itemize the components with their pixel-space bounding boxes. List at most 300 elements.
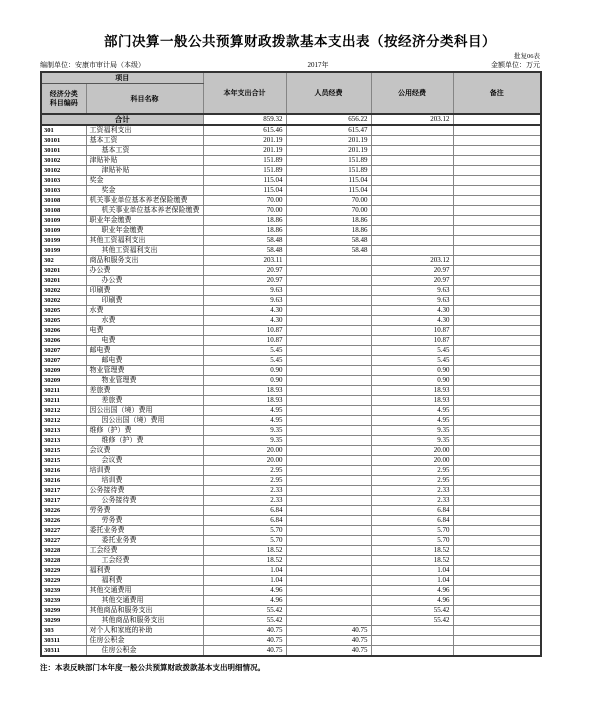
total-cell: 4.96: [203, 595, 286, 605]
total-cell: 40.75: [203, 625, 286, 635]
personnel-cell: 615.47: [286, 125, 371, 136]
table-body: [41, 114, 541, 656]
header-public: 公用经费: [371, 72, 453, 114]
name-cell: 邮电费: [86, 345, 203, 355]
personnel-cell: [286, 475, 371, 485]
total-cell: 6.84: [203, 505, 286, 515]
total-cell: 10.87: [203, 335, 286, 345]
table-row: [41, 595, 541, 605]
remark-cell: [453, 245, 541, 255]
name-cell: 公务接待费: [86, 495, 203, 505]
header-name: 科目名称: [86, 84, 203, 114]
public-cell: [371, 135, 453, 145]
personnel-cell: [286, 315, 371, 325]
table-row: [41, 365, 541, 375]
public-cell: 9.63: [371, 295, 453, 305]
table-row: [41, 405, 541, 415]
total-cell: 4.95: [203, 415, 286, 425]
remark-cell: [453, 595, 541, 605]
total-cell: 4.95: [203, 405, 286, 415]
personnel-cell: [286, 515, 371, 525]
personnel-cell: [286, 255, 371, 265]
name-cell: 电费: [86, 325, 203, 335]
code-cell: 30229: [41, 565, 86, 575]
remark-cell: [453, 215, 541, 225]
remark-cell: [453, 445, 541, 455]
table-row: [41, 395, 541, 405]
remark-cell: [453, 435, 541, 445]
code-cell: 30217: [41, 495, 86, 505]
table-row: [41, 465, 541, 475]
public-cell: [371, 215, 453, 225]
header-total: 本年支出合计: [203, 72, 286, 114]
code-cell: 30205: [41, 315, 86, 325]
name-cell: 劳务费: [86, 505, 203, 515]
remark-cell: [453, 295, 541, 305]
public-cell: 4.95: [371, 405, 453, 415]
name-cell: 基本工资: [86, 135, 203, 145]
personnel-cell: [286, 485, 371, 495]
personnel-cell: 58.48: [286, 245, 371, 255]
total-cell: 70.00: [203, 195, 286, 205]
remark-cell: [453, 375, 541, 385]
remark-cell: [453, 425, 541, 435]
code-cell: 30202: [41, 295, 86, 305]
personnel-cell: [286, 455, 371, 465]
code-cell: 30299: [41, 605, 86, 615]
table-row: [41, 295, 541, 305]
personnel-cell: [286, 545, 371, 555]
total-cell: 70.00: [203, 205, 286, 215]
table-row: [41, 235, 541, 245]
public-cell: [371, 625, 453, 635]
personnel-cell: 115.04: [286, 175, 371, 185]
code-cell: 30206: [41, 325, 86, 335]
public-cell: [371, 185, 453, 195]
personnel-cell: 40.75: [286, 635, 371, 645]
personnel-cell: [286, 365, 371, 375]
total-cell: 5.45: [203, 345, 286, 355]
total-cell: 2.95: [203, 465, 286, 475]
code-cell: 30109: [41, 215, 86, 225]
total-label-cell: 合计: [41, 114, 203, 125]
public-cell: 1.04: [371, 575, 453, 585]
code-cell: 30215: [41, 445, 86, 455]
remark-cell: [453, 335, 541, 345]
total-cell: 115.04: [203, 185, 286, 195]
remark-cell: [453, 575, 541, 585]
personnel-cell: [286, 585, 371, 595]
total-cell: 1.04: [203, 575, 286, 585]
total-cell: 151.89: [203, 155, 286, 165]
public-cell: 18.52: [371, 545, 453, 555]
total-cell: 4.96: [203, 585, 286, 595]
table-row: [41, 505, 541, 515]
name-cell: 商品和服务支出: [86, 255, 203, 265]
table-row: [41, 425, 541, 435]
total-cell: 55.42: [203, 605, 286, 615]
total-cell: 18.86: [203, 215, 286, 225]
total-cell: 859.32: [203, 114, 286, 125]
code-cell: 30226: [41, 515, 86, 525]
code-cell: 30229: [41, 575, 86, 585]
remark-cell: [453, 565, 541, 575]
personnel-cell: [286, 415, 371, 425]
total-cell: 2.33: [203, 485, 286, 495]
remark-cell: [453, 265, 541, 275]
table-row: [41, 575, 541, 585]
name-cell: 工会经费: [86, 555, 203, 565]
total-cell: 5.45: [203, 355, 286, 365]
table-row: [41, 205, 541, 215]
header-code-line1: 经济分类: [49, 89, 78, 98]
name-cell: 奖金: [86, 175, 203, 185]
footnote: 注：本表反映部门本年度一般公共预算财政拨款基本支出明细情况。: [40, 662, 265, 672]
remark-cell: [453, 205, 541, 215]
table-row: [41, 275, 541, 285]
remark-cell: [453, 585, 541, 595]
name-cell: 机关事业单位基本养老保险缴费: [86, 195, 203, 205]
remark-cell: [453, 635, 541, 645]
remark-cell: [453, 625, 541, 635]
personnel-cell: [286, 345, 371, 355]
remark-cell: [453, 555, 541, 565]
table-row: [41, 385, 541, 395]
public-cell: 4.96: [371, 595, 453, 605]
public-cell: 20.00: [371, 455, 453, 465]
code-cell: 30227: [41, 525, 86, 535]
code-cell: 30108: [41, 205, 86, 215]
total-cell: 0.90: [203, 375, 286, 385]
name-cell: 福利费: [86, 565, 203, 575]
code-cell: 30199: [41, 245, 86, 255]
total-cell: 20.97: [203, 275, 286, 285]
remark-cell: [453, 475, 541, 485]
name-cell: 福利费: [86, 575, 203, 585]
name-cell: 培训费: [86, 475, 203, 485]
name-cell: 住房公积金: [86, 645, 203, 656]
name-cell: 其他商品和服务支出: [86, 605, 203, 615]
personnel-cell: 18.86: [286, 215, 371, 225]
name-cell: 因公出国（境）费用: [86, 415, 203, 425]
public-cell: [371, 125, 453, 136]
table-row: [41, 455, 541, 465]
total-cell: 1.04: [203, 565, 286, 575]
public-cell: 6.84: [371, 515, 453, 525]
code-cell: 30206: [41, 335, 86, 345]
total-cell: 9.63: [203, 295, 286, 305]
public-cell: 10.87: [371, 335, 453, 345]
form-code-label: 批复06表: [514, 53, 540, 60]
personnel-cell: [286, 285, 371, 295]
table-header: [41, 72, 541, 114]
header-personnel: 人员经费: [286, 72, 371, 114]
code-cell: 30102: [41, 155, 86, 165]
public-cell: 5.70: [371, 535, 453, 545]
public-cell: [371, 225, 453, 235]
personnel-cell: 18.86: [286, 225, 371, 235]
public-cell: [371, 205, 453, 215]
name-cell: 委托业务费: [86, 535, 203, 545]
total-cell: 0.90: [203, 365, 286, 375]
remark-cell: [453, 495, 541, 505]
code-cell: 30213: [41, 425, 86, 435]
total-cell: 20.00: [203, 445, 286, 455]
personnel-cell: 70.00: [286, 195, 371, 205]
table-row: [41, 145, 541, 155]
personnel-cell: [286, 325, 371, 335]
table-row: [41, 485, 541, 495]
table-row: [41, 265, 541, 275]
personnel-cell: 115.04: [286, 185, 371, 195]
personnel-cell: 40.75: [286, 645, 371, 656]
public-cell: 2.33: [371, 495, 453, 505]
personnel-cell: [286, 385, 371, 395]
code-cell: 30201: [41, 265, 86, 275]
public-cell: 20.97: [371, 275, 453, 285]
public-cell: [371, 235, 453, 245]
remark-cell: [453, 615, 541, 625]
name-cell: 差旅费: [86, 395, 203, 405]
code-cell: 30205: [41, 305, 86, 315]
header-code: [41, 84, 86, 114]
total-cell: 18.93: [203, 385, 286, 395]
public-cell: 20.00: [371, 445, 453, 455]
remark-cell: [453, 275, 541, 285]
name-cell: 物业管理费: [86, 375, 203, 385]
name-cell: 其他商品和服务支出: [86, 615, 203, 625]
code-cell: 30103: [41, 185, 86, 195]
personnel-cell: [286, 535, 371, 545]
table-row: [41, 535, 541, 545]
table-row: [41, 175, 541, 185]
code-cell: 30101: [41, 145, 86, 155]
public-cell: 18.93: [371, 395, 453, 405]
name-cell: 差旅费: [86, 385, 203, 395]
name-cell: 会议费: [86, 455, 203, 465]
remark-cell: [453, 405, 541, 415]
total-cell: 20.00: [203, 455, 286, 465]
total-cell: 9.35: [203, 425, 286, 435]
personnel-cell: [286, 595, 371, 605]
public-cell: [371, 165, 453, 175]
public-cell: 4.96: [371, 585, 453, 595]
name-cell: 公务接待费: [86, 485, 203, 495]
personnel-cell: 201.19: [286, 135, 371, 145]
code-cell: 302: [41, 255, 86, 265]
name-cell: 水费: [86, 305, 203, 315]
public-cell: 20.97: [371, 265, 453, 275]
remark-cell: [453, 135, 541, 145]
header-item-group: 项目: [41, 72, 203, 84]
name-cell: 办公费: [86, 275, 203, 285]
prepared-by-label: 编制单位：安康市审计局（本级）: [40, 60, 145, 69]
name-cell: 津贴补贴: [86, 165, 203, 175]
code-cell: 30209: [41, 365, 86, 375]
remark-cell: [453, 525, 541, 535]
public-cell: [371, 145, 453, 155]
total-cell: 18.52: [203, 555, 286, 565]
public-cell: 4.95: [371, 415, 453, 425]
name-cell: 职业年金缴费: [86, 215, 203, 225]
personnel-cell: [286, 295, 371, 305]
table-row: [41, 285, 541, 295]
table-row: [41, 335, 541, 345]
remark-cell: [453, 305, 541, 315]
code-cell: 301: [41, 125, 86, 136]
name-cell: 维修（护）费: [86, 435, 203, 445]
table-row: [41, 585, 541, 595]
personnel-cell: [286, 355, 371, 365]
table-row: [41, 605, 541, 615]
table-row: [41, 325, 541, 335]
personnel-cell: 201.19: [286, 145, 371, 155]
year-label: 2017年: [307, 60, 329, 69]
public-cell: 9.35: [371, 425, 453, 435]
total-cell: 55.42: [203, 615, 286, 625]
table-row: [41, 355, 541, 365]
code-cell: 30211: [41, 385, 86, 395]
table-row: [41, 245, 541, 255]
code-cell: 30213: [41, 435, 86, 445]
name-cell: 培训费: [86, 465, 203, 475]
table-row: [41, 445, 541, 455]
table-row: [41, 415, 541, 425]
personnel-cell: [286, 555, 371, 565]
name-cell: 工会经费: [86, 545, 203, 555]
code-cell: 30207: [41, 355, 86, 365]
table-row: [41, 545, 541, 555]
table-row: [41, 225, 541, 235]
remark-cell: [453, 175, 541, 185]
code-cell: 30228: [41, 545, 86, 555]
page-title: 部门决算一般公共预算财政拨款基本支出表（按经济分类科目）: [104, 34, 496, 49]
code-cell: 30102: [41, 165, 86, 175]
table-row: [41, 165, 541, 175]
public-cell: 18.93: [371, 385, 453, 395]
table-row: [41, 375, 541, 385]
remark-cell: [453, 415, 541, 425]
code-cell: 30211: [41, 395, 86, 405]
remark-cell: [453, 385, 541, 395]
total-cell: 5.70: [203, 535, 286, 545]
name-cell: 物业管理费: [86, 365, 203, 375]
code-cell: 30217: [41, 485, 86, 495]
code-cell: 30215: [41, 455, 86, 465]
name-cell: 因公出国（境）费用: [86, 405, 203, 415]
remark-cell: [453, 285, 541, 295]
public-cell: 0.90: [371, 375, 453, 385]
personnel-cell: [286, 425, 371, 435]
remark-cell: [453, 365, 541, 375]
remark-cell: [453, 505, 541, 515]
name-cell: 津贴补贴: [86, 155, 203, 165]
code-cell: 30239: [41, 595, 86, 605]
public-cell: 9.35: [371, 435, 453, 445]
header-code-line2: 科目编码: [49, 98, 78, 107]
total-row: [41, 114, 541, 125]
code-cell: 30216: [41, 475, 86, 485]
table-row: [41, 255, 541, 265]
code-cell: 30311: [41, 645, 86, 656]
total-cell: 2.33: [203, 495, 286, 505]
public-cell: 55.42: [371, 615, 453, 625]
total-cell: 20.97: [203, 265, 286, 275]
total-cell: 40.75: [203, 645, 286, 656]
remark-cell: [453, 155, 541, 165]
header-remark: 备注: [453, 72, 541, 114]
public-cell: 4.30: [371, 305, 453, 315]
total-cell: 2.95: [203, 475, 286, 485]
code-cell: 30101: [41, 135, 86, 145]
code-cell: 30311: [41, 635, 86, 645]
name-cell: 会议费: [86, 445, 203, 455]
public-cell: 5.45: [371, 345, 453, 355]
personnel-cell: [286, 615, 371, 625]
remark-cell: [453, 195, 541, 205]
public-cell: 5.70: [371, 525, 453, 535]
remark-cell: [453, 395, 541, 405]
code-cell: 30209: [41, 375, 86, 385]
remark-cell: [453, 235, 541, 245]
code-cell: 30201: [41, 275, 86, 285]
name-cell: 奖金: [86, 185, 203, 195]
remark-cell: [453, 255, 541, 265]
total-cell: 151.89: [203, 165, 286, 175]
public-cell: 2.95: [371, 475, 453, 485]
remark-cell: [453, 165, 541, 175]
personnel-cell: 151.89: [286, 165, 371, 175]
table-row: [41, 555, 541, 565]
remark-cell: [453, 645, 541, 656]
table-row: [41, 525, 541, 535]
public-cell: 10.87: [371, 325, 453, 335]
remark-cell: [453, 345, 541, 355]
total-cell: 115.04: [203, 175, 286, 185]
public-cell: 2.95: [371, 465, 453, 475]
total-cell: 58.48: [203, 235, 286, 245]
code-cell: 30228: [41, 555, 86, 565]
meta-line: [40, 61, 540, 70]
personnel-cell: [286, 575, 371, 585]
code-cell: 30199: [41, 235, 86, 245]
public-cell: 2.33: [371, 485, 453, 495]
name-cell: 水费: [86, 315, 203, 325]
code-cell: 30202: [41, 285, 86, 295]
code-cell: 30299: [41, 615, 86, 625]
public-cell: [371, 195, 453, 205]
remark-cell: [453, 325, 541, 335]
public-cell: [371, 635, 453, 645]
table-row: [41, 315, 541, 325]
name-cell: 印刷费: [86, 295, 203, 305]
code-cell: 303: [41, 625, 86, 635]
personnel-cell: [286, 305, 371, 315]
personnel-cell: [286, 435, 371, 445]
table-row: [41, 515, 541, 525]
total-cell: 201.19: [203, 135, 286, 145]
personnel-cell: 70.00: [286, 205, 371, 215]
personnel-cell: [286, 445, 371, 455]
name-cell: 其他工资福利支出: [86, 235, 203, 245]
remark-cell: [453, 545, 541, 555]
expenditure-table: [40, 71, 542, 657]
total-cell: 18.86: [203, 225, 286, 235]
personnel-cell: [286, 565, 371, 575]
personnel-cell: [286, 605, 371, 615]
personnel-cell: [286, 465, 371, 475]
personnel-cell: 151.89: [286, 155, 371, 165]
